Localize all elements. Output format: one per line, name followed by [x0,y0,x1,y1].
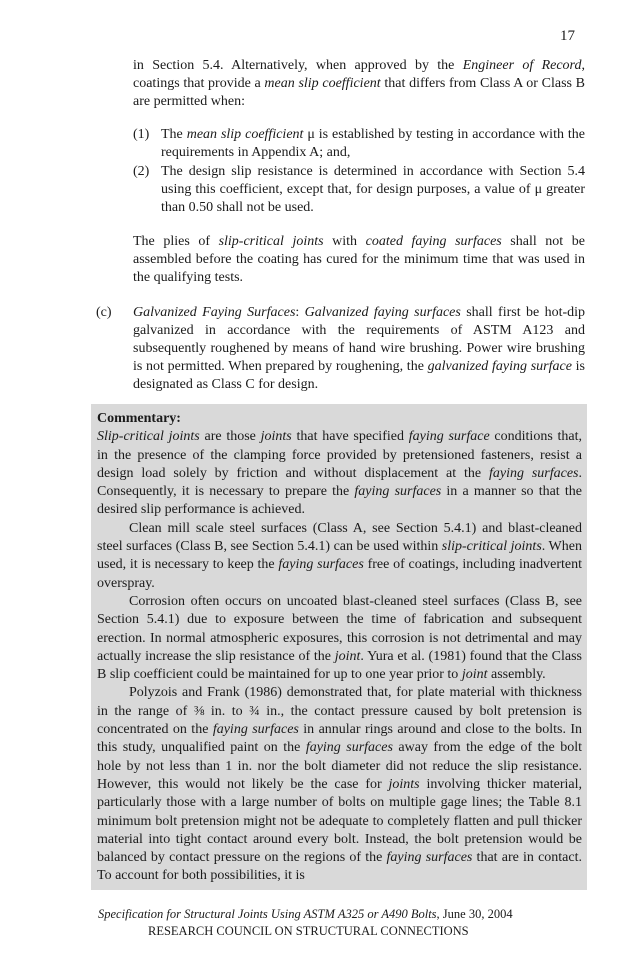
list-item [133,126,585,162]
conditions-list [133,126,585,218]
list-item-number: (1) [133,127,150,142]
commentary-paragraph: Corrosion often occurs on uncoated blast-cleaned steel surfaces (Class B, see Section 5.4.1) due to exposure between the time of fabrication and subsequent erection. In normal atmospheric exposures, this corrosion is not detrimental and may actually increase the slip resistance of the joint. Yura et al. (1981) found that the Class B slip coefficient could be maintained for up to one year prior to joint assembly. [97,593,582,683]
page-number: 17 [560,28,575,44]
list-item-text: The design slip resistance is determined in accordance with Section 5.4 using this coefficient, except that, for design purposes, a value of μ greater than 0.50 shall not be used. [161,164,585,215]
commentary-heading: Commentary: [97,411,181,426]
commentary-box [91,404,587,890]
list-item [133,163,585,217]
paragraph-plies: The plies of slip-critical joints with coated faying surfaces shall not be assembled before the coating has cured for the minimum time that was used in the qualifying tests. [133,234,585,285]
commentary-paragraph: Clean mill scale steel surfaces (Class A, see Section 5.4.1) and blast-cleaned steel surfaces (Class B, see Section 5.4.1) can be used within slip-critical joints. When used, it is necessary to keep the faying surfaces free of coatings, including inadvertent overspray. [97,520,582,591]
item-marker: (c) [96,305,112,320]
commentary-paragraph: Slip-critical joints are those joints that have specified faying surface conditions that, in the presence of the clamping force provided by pretensioned fasteners, resist a design load solely by friction and without displacement at the faying surfaces. Consequently, it is necessary to prepare the faying surfaces in a manner so that the desired slip performance is achieved. [97,429,583,518]
paragraph-coatings: in Section 5.4. Alternatively, when approved by the Engineer of Record, coatings that provide a mean slip coefficient that differs from Class A or Class B are permitted when: [133,58,586,109]
commentary-paragraph: Polyzois and Frank (1986) demonstrated that, for plate material with thickness in the range of ⅜ in. to ¾ in., the contact pressure caused by bolt pretension is concentrated on the faying surfaces in annular rings around and close to the bolts. In this study, unqualified paint on the faying surfaces away from the edge of the bolt hole by not less than 1 in. nor the bolt diameter did not reduce the slip resistance. However, this would not likely be the case for joints involving thicker material, particularly those with a large number of bolts on multiple gage lines; the Table 8.1 minimum bolt pretension might not be adequate to completely flatten and pull thicker material into tight contact around every bolt. Instead, the bolt pretension would be balanced by contact pressure on the regions of the faying surfaces that are in contact. To account for both possibilities, it is [97,685,583,884]
galvanized-faying-surfaces-item [96,304,585,394]
list-item-number: (2) [133,164,150,179]
footer-specification-title: Specification for Structural Joints Using ASTM A325 or A490 Bolts, June 30, 2004 [98,907,513,921]
item-text: Galvanized Faying Surfaces: Galvanized faying surfaces shall first be hot-dip galvanized in accordance with the requirements of ASTM A123 and subsequently roughened by means of hand wire brushing. Power wire brushing is not permitted. When prepared by roughening, the galvanized faying surface is designated as Class C for design. [133,305,586,392]
footer-organization: RESEARCH COUNCIL ON STRUCTURAL CONNECTIONS [148,924,469,938]
list-item-text: The mean slip coefficient μ is established by testing in accordance with the requirements in Appendix A; and, [161,127,585,160]
